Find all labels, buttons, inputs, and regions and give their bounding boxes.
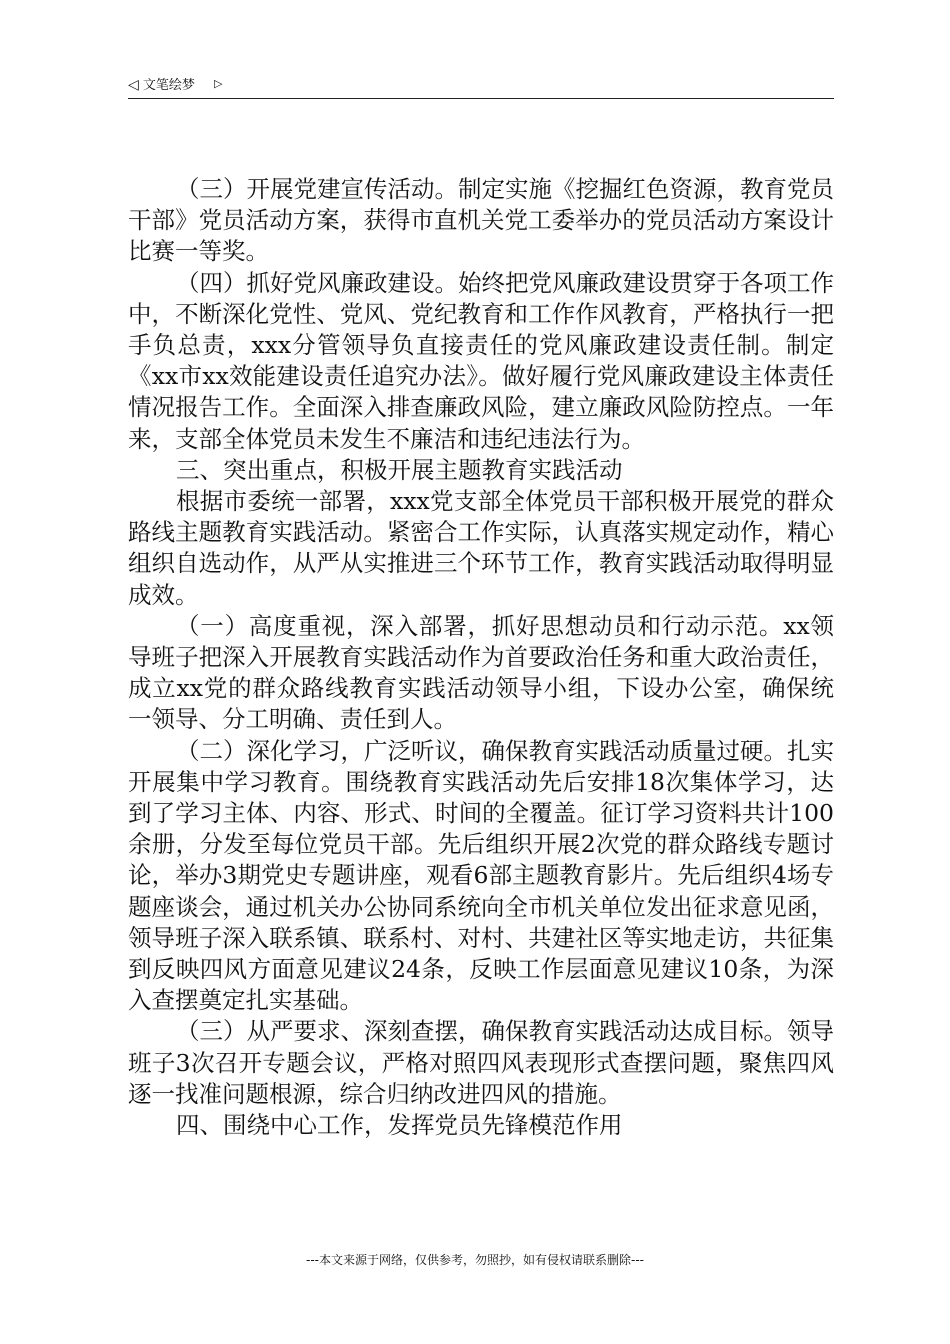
header-brand <box>128 76 195 95</box>
section-heading: 三、突出重点，积极开展主题教育实践活动 <box>176 455 623 484</box>
header-brand-text: 文笔绘梦 <box>142 78 195 93</box>
section-heading: 四、围绕中心工作，发挥党员先锋模范作用 <box>176 1111 623 1140</box>
paragraph: （四）抓好党风廉政建设。始终把党风廉政建设贯穿于各项工作中，不断深化党性、党风、党纪教育和工作作风教育，严格执行一把手负总责，xxx分管领导负直接责任的党风廉政建设责任制。制定《xx市xx效能建设责任追究办法》。做好履行党风廉政建设主体责任情况报告工作。全面深入排查廉政风险，建立廉政风险防控点。一年来，支部全体党员未发生不廉洁和违纪违法行为。 <box>128 268 834 453</box>
page-footer-disclaimer: ---本文来源于网络，仅供参考，勿照抄，如有侵权请联系删除--- <box>306 1253 644 1267</box>
right-triangle-icon: ▷ <box>214 77 223 90</box>
paragraph: （一）高度重视，深入部署，抓好思想动员和行动示范。xx领导班子把深入开展教育实践活动作为首要政治任务和重大政治责任，成立xx党的群众路线教育实践活动领导小组，下设办公室，确保统一领导、分工明确、责任到人。 <box>128 611 834 734</box>
paragraph: 根据市委统一部署，xxx党支部全体党员干部积极开展党的群众路线主题教育实践活动。紧密合工作实际，认真落实规定动作，精心组织自选动作，从严从实推进三个环节工作，教育实践活动取得明显成效。 <box>128 487 834 609</box>
left-triangle-icon: ◁ <box>128 77 139 93</box>
page-header <box>128 76 834 99</box>
paragraph: （三）从严要求、深刻查摆，确保教育实践活动达成目标。领导班子3次召开专题会议，严格对照四风表现形式查摆问题，聚焦四风逐一找准问题根源，综合归纳改进四风的措施。 <box>128 1017 834 1108</box>
document-body <box>128 174 834 1141</box>
paragraph: （二）深化学习，广泛听议，确保教育实践活动质量过硬。扎实开展集中学习教育。围绕教育实践活动先后安排18次集体学习，达到了学习主体、内容、形式、时间的全覆盖。征订学习资料共计100余册，分发至每位党员干部。先后组织开展2次党的群众路线专题讨论，举办3期党史专题讲座，观看6部主题教育影片。先后组织4场专题座谈会，通过机关办公协同系统向全市机关单位发出征求意见函，领导班子深入联系镇、联系村、对村、共建社区等实地走访，共征集到反映四风方面意见建议24条，反映工作层面意见建议10条，为深入查摆奠定扎实基础。 <box>128 736 834 1015</box>
paragraph: （三）开展党建宣传活动。制定实施《挖掘红色资源，教育党员干部》党员活动方案，获得市直机关党工委举办的党员活动方案设计比赛一等奖。 <box>128 175 834 266</box>
